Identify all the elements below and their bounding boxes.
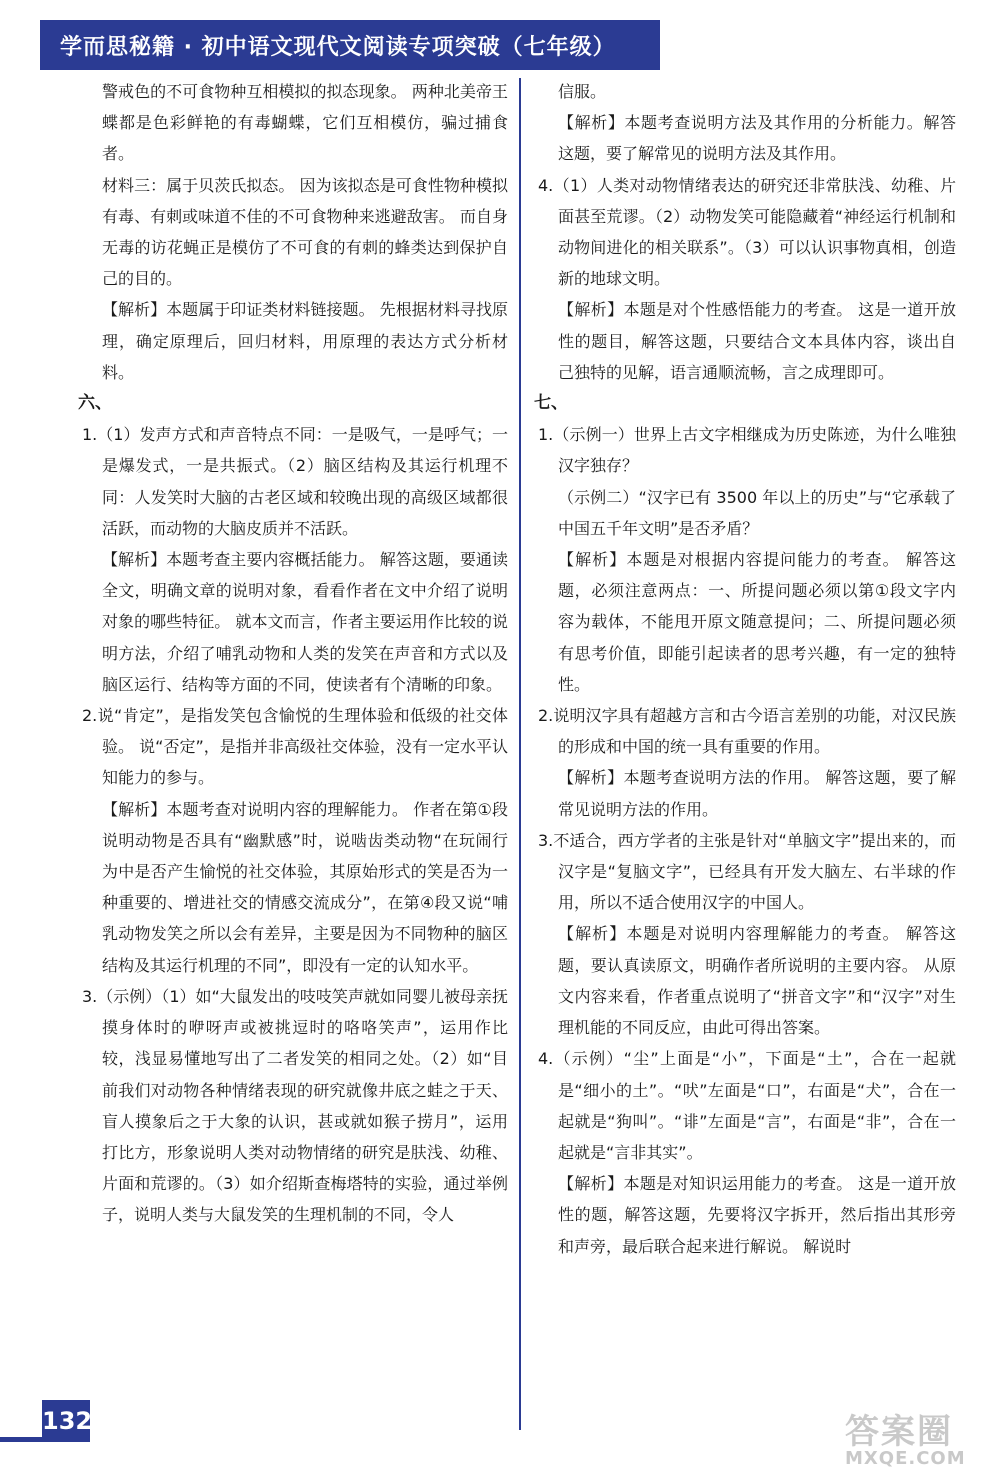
- page-number-tab: [0, 1437, 42, 1442]
- right-column: [534, 76, 956, 1262]
- paragraph: 警戒色的不可食物种互相模拟的拟态现象。 两种北美帝王蝶都是色彩鲜艳的有毒蝴蝶，它们互相模仿，骗过捕食者。: [102, 82, 508, 164]
- analysis-paragraph: 【解析】本题属于印证类材料链接题。 先根据材料寻找原理，确定原理后，回归材料，用原理的表达方式分析材料。: [102, 300, 508, 382]
- watermark-text: 答案圈: [845, 1412, 953, 1452]
- answer-item: 2.说“肯定”，是指发笑包含愉悦的生理体验和低级的社交体验。 说“否定”，是指并非高级社交体验，没有一定水平认知能力的参与。: [82, 706, 508, 788]
- analysis-paragraph: 【解析】本题考查说明方法及其作用的分析能力。解答这题，要了解常见的说明方法及其作用。: [558, 113, 956, 164]
- column-divider: [519, 78, 521, 1430]
- answer-item: 3.不适合，西方学者的主张是针对“单脑文字”提出来的，而汉字是“复脑文字”，已经具有开发大脑左、右半球的作用，所以不适合使用汉字的中国人。: [538, 830, 956, 913]
- analysis-paragraph: 【解析】本题是对知识运用能力的考查。 这是一道开放性的题，解答这题，先要将汉字拆开，然后指出其形旁和声旁，最后联合起来进行解说。 解说时: [558, 1174, 956, 1256]
- section-heading: 七、: [534, 393, 568, 414]
- answer-item: 4.（示例）“尘”上面是“小”，下面是“土”，合在一起就是“细小的土”。“吠”左面是“口”，右面是“犬”，合在一起就是“狗叫”。“诽”左面是“言”，右面是“非”，合在一起就是“言非其实”。: [538, 1049, 956, 1162]
- watermark-logo: [835, 1400, 995, 1472]
- answer-item: 2.说明汉字具有超越方言和古今语言差别的功能，对汉民族的形成和中国的统一具有重要的作用。: [538, 706, 956, 757]
- answer-item: 4.（1）人类对动物情绪表达的研究还非常肤浅、幼稚、片面甚至荒谬。（2）动物发笑可能隐藏着“神经运行机制和动物间进化的相关联系”。（3）可以认识事物真相，创造新的地球文明。: [538, 175, 956, 289]
- watermark-url: MXQE.COM: [845, 1448, 966, 1469]
- paragraph: 信服。: [558, 82, 607, 101]
- analysis-paragraph: 【解析】本题是对说明内容理解能力的考查。 解答这题，要认真读原文，明确作者所说明的主要内容。 从原文内容来看，作者重点说明了“拼音文字”和“汉字”对生理机能的不同反应，由此可得出答案。: [558, 924, 956, 1038]
- page-number: 132: [42, 1400, 90, 1442]
- paragraph: 材料三：属于贝茨氏拟态。 因为该拟态是可食性物种模拟有毒、有刺或味道不佳的不可食物种来逃避敌害。 而自身无毒的访花蝇正是模仿了不可食的有刺的蜂类达到保护自己的目的。: [102, 175, 508, 289]
- analysis-paragraph: 【解析】本题考查对说明内容的理解能力。 作者在第①段说明动物是否具有“幽默感”时，说啮齿类动物“在玩闹行为中是否产生愉悦的社交体验，其原始形式的笑是否为一种重要的、增进社交的情感交流成分”，在第④段又说“哺乳动物发笑之所以会有差异，主要是因为不同物种的脑区结构及其运行机理的不同”，即没有一定的认知水平。: [102, 799, 508, 975]
- analysis-paragraph: 【解析】本题是对根据内容提问能力的考查。 解答这题，必须注意两点：一、所提问题必须以第①段文字内容为载体，不能甩开原文随意提问；二、所提问题必须有思考价值，即能引起读者的思考兴趣，有一定的独特性。: [558, 550, 956, 694]
- left-column: [78, 76, 508, 1231]
- section-heading: 六、: [78, 393, 112, 414]
- analysis-paragraph: 【解析】本题考查说明方法的作用。 解答这题，要了解常见说明方法的作用。: [558, 768, 956, 819]
- analysis-paragraph: 【解析】本题是对个性感悟能力的考查。 这是一道开放性的题目，解答这题，只要结合文本具体内容，谈出自己独特的见解，语言通顺流畅，言之成理即可。: [558, 300, 956, 382]
- analysis-paragraph: 【解析】本题考查主要内容概括能力。 解答这题，要通读全文，明确文章的说明对象，看看作者在文中介绍了说明对象的哪些特征。 就本文而言，作者主要运用作比较的说明方法，介绍了哺乳动物和人类的发笑在声音和方式以及脑区运行、结构等方面的不同，使读者有个清晰的印象。: [102, 550, 508, 694]
- answer-item: 1.（1）发声方式和声音特点不同：一是吸气，一是呼气；一是爆发式，一是共振式。（2）脑区结构及其运行机理不同：人发笑时大脑的古老区域和较晚出现的高级区域都很活跃，而动物的大脑皮质并不活跃。: [82, 425, 508, 538]
- page-header-banner: [40, 20, 660, 70]
- book-title: 学而思秘籍 · 初中语文现代文阅读专项突破（七年级）: [60, 35, 616, 60]
- answer-item: 3.（示例）（1）如“大鼠发出的吱吱笑声就如同婴儿被母亲抚摸身体时的咿呀声或被挑逗时的咯咯笑声”，运用作比较，浅显易懂地写出了二者发笑的相同之处。（2）如“目前我们对动物各种情绪表现的研究就像井底之蛙之于天、盲人摸象后之于大象的认识，甚或就如猴子捞月”，运用打比方，形象说明人类对动物情绪的研究是肤浅、幼稚、片面和荒谬的。（3）如介绍斯查梅塔特的实验，通过举例子，说明人类与大鼠发笑的生理机制的不同，令人: [82, 986, 508, 1225]
- paragraph: （示例二）“汉字已有 3500 年以上的历史”与“它承载了中国五千年文明”是否矛盾？: [558, 487, 956, 538]
- answer-item: 1.（示例一）世界上古文字相继成为历史陈迹，为什么唯独汉字独存？: [538, 425, 956, 476]
